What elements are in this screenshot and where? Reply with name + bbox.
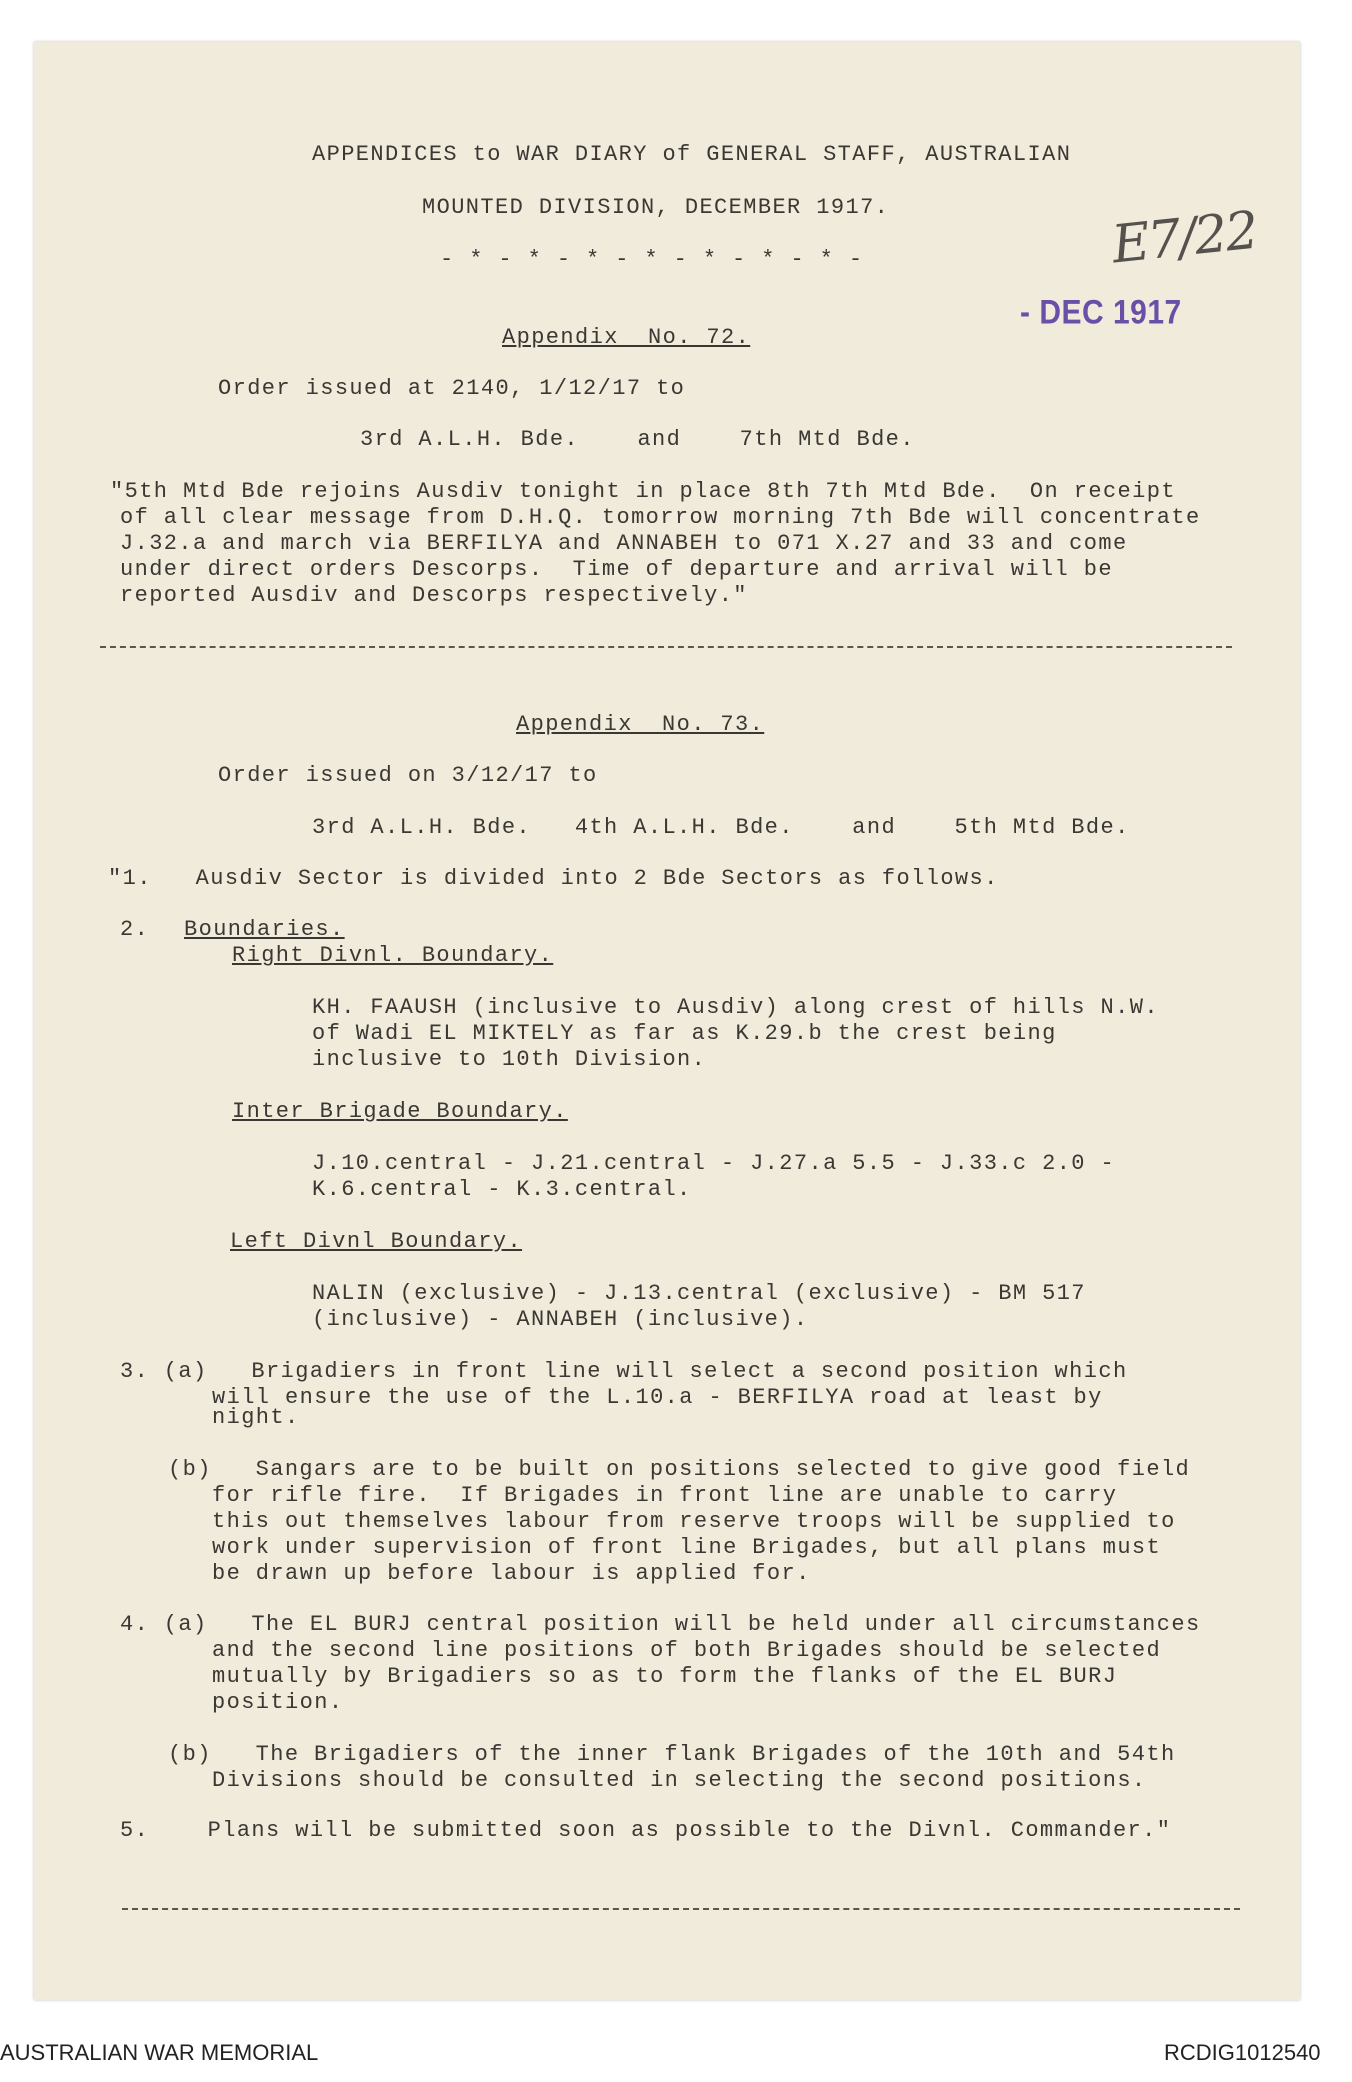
paragraph-3b: be drawn up before labour is applied for. [212,1561,811,1586]
section-divider [122,1908,1240,1910]
inter-brigade-text: K.6.central - K.3.central. [312,1177,692,1202]
appendix-72-title: Appendix No. 72. [502,325,751,350]
paragraph-4a: 4. (a) The EL BURJ central position will be held under all circumstances [120,1612,1201,1637]
appendix-72-body-line: reported Ausdiv and Descorps respectively." [120,583,748,608]
paragraph-3a: will ensure the use of the L.10.a - BERFILYA road at least by [212,1385,1103,1410]
paragraph-4a: and the second line positions of both Brigades should be selected [212,1638,1162,1663]
paragraph-3a: night. [212,1405,300,1430]
header-divider: - * - * - * - * - * - * - * - [440,247,864,272]
appendix-72-body-line: under direct orders Descorps. Time of departure and arrival will be [120,557,1113,582]
appendix-72-body-line: "5th Mtd Bde rejoins Ausdiv tonight in place 8th 7th Mtd Bde. On receipt [110,479,1176,504]
paragraph-4b: (b) The Brigadiers of the inner flank Brigades of the 10th and 54th [168,1742,1176,1767]
appendix-73-recipients: 3rd A.L.H. Bde. 4th A.L.H. Bde. and 5th Mtd Bde. [312,815,1130,840]
inter-brigade-heading: Inter Brigade Boundary. [232,1099,568,1124]
appendix-73-order-line: Order issued on 3/12/17 to [218,763,598,788]
left-boundary-heading: Left Divnl Boundary. [230,1229,523,1254]
header-line-1: APPENDICES to WAR DIARY of GENERAL STAFF, AUSTRALIAN [312,142,1072,167]
boundaries-heading: Boundaries. [184,917,345,942]
appendix-72-order-line: Order issued at 2140, 1/12/17 to [218,376,686,401]
handwritten-reference: E7/22 [1109,200,1260,276]
paragraph-4a: position. [212,1690,344,1715]
paragraph-3a: 3. (a) Brigadiers in front line will select a second position which [120,1359,1128,1384]
paragraph-4a: mutually by Brigadiers so as to form the flanks of the EL BURJ [212,1664,1118,1689]
section-divider [100,646,1232,648]
paragraph-3b: work under supervision of front line Brigades, but all plans must [212,1535,1162,1560]
left-boundary-text: NALIN (exclusive) - J.13.central (exclusive) - BM 517 [312,1281,1086,1306]
appendix-72-body-line: of all clear message from D.H.Q. tomorrow morning 7th Bde will concentrate [120,505,1201,530]
paragraph-1: "1. Ausdiv Sector is divided into 2 Bde Sectors as follows. [108,866,999,891]
left-boundary-text: (inclusive) - ANNABEH (inclusive). [312,1307,809,1332]
header-line-2: MOUNTED DIVISION, DECEMBER 1917. [422,195,890,220]
paragraph-3b: for rifle fire. If Brigades in front line are unable to carry [212,1483,1118,1508]
right-boundary-text: inclusive to 10th Division. [312,1047,707,1072]
appendix-73-title: Appendix No. 73. [516,712,765,737]
footer-record-id: RCDIG1012540 [1164,2040,1321,2065]
appendix-72-body-line: J.32.a and march via BERFILYA and ANNABEH to 071 X.27 and 33 and come [120,531,1128,556]
right-boundary-text: KH. FAAUSH (inclusive to Ausdiv) along crest of hills N.W. [312,995,1159,1020]
paragraph-3b: (b) Sangars are to be built on positions selected to give good field [168,1457,1191,1482]
appendix-72-recipients: 3rd A.L.H. Bde. and 7th Mtd Bde. [360,427,915,452]
inter-brigade-text: J.10.central - J.21.central - J.27.a 5.5 - J.33.c 2.0 - [312,1151,1116,1176]
right-boundary-heading: Right Divnl. Boundary. [232,943,554,968]
paragraph-5: 5. Plans will be submitted soon as possible to the Divnl. Commander." [120,1818,1172,1843]
paragraph-4b: Divisions should be consulted in selecting the second positions. [212,1768,1147,1793]
paragraph-3b: this out themselves labour from reserve troops will be supplied to [212,1509,1176,1534]
paragraph-2-number: 2. [120,917,150,942]
footer-archive-name: AUSTRALIAN WAR MEMORIAL [0,2040,319,2065]
right-boundary-text: of Wadi EL MIKTELY as far as K.29.b the crest being [312,1021,1057,1046]
date-stamp: - DEC 1917 [1020,293,1182,332]
